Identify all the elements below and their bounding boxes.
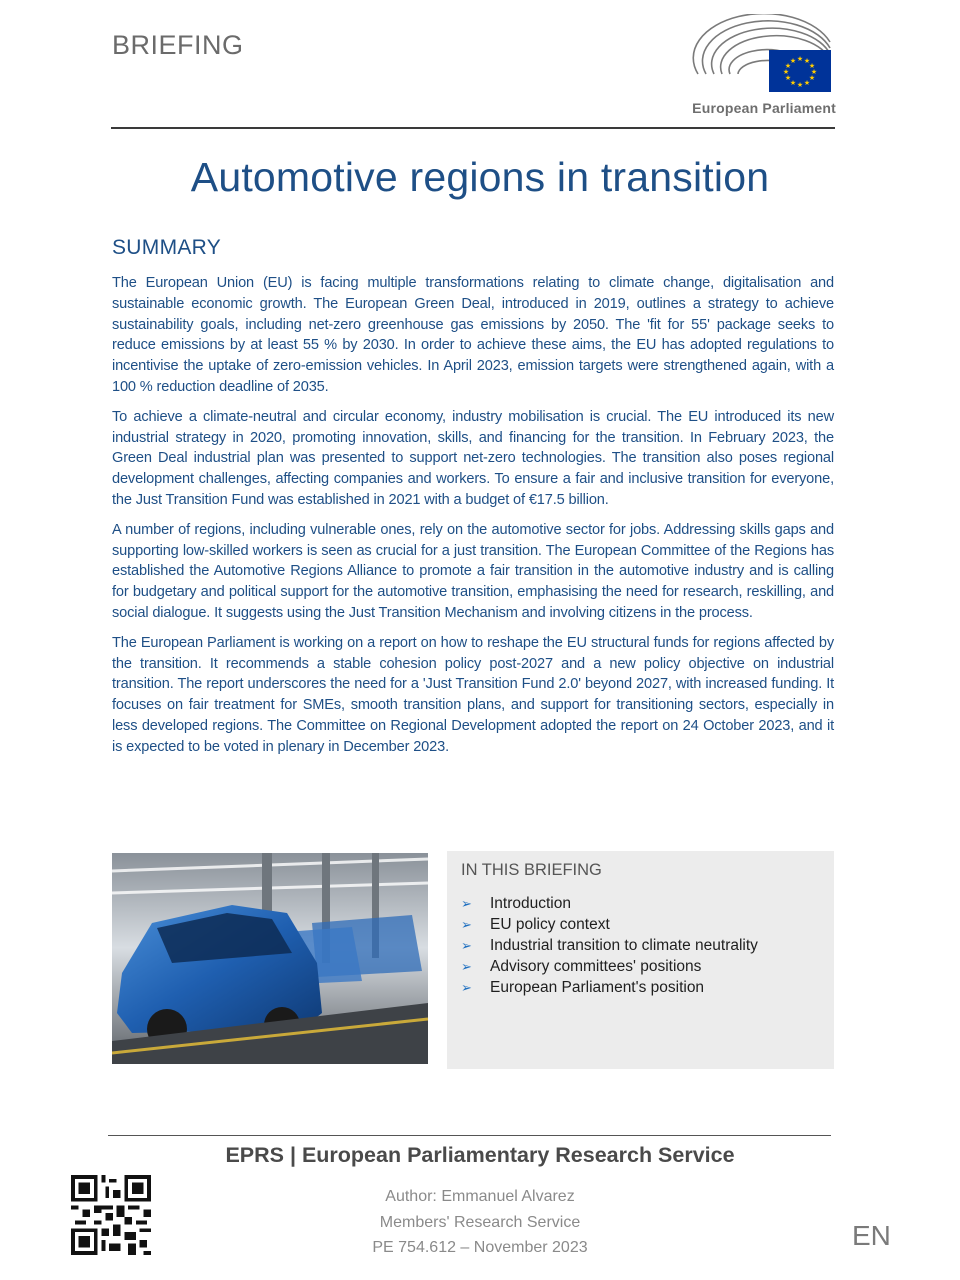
logo-text: European Parliament — [692, 100, 836, 116]
toc-item-label: European Parliament's position — [490, 978, 705, 996]
document-type-label: BRIEFING — [112, 30, 244, 60]
european-parliament-logo — [688, 14, 836, 122]
toc-item-parliament-position[interactable] — [461, 977, 758, 998]
summary-paragraph: The European Parliament is working on a report on how to reshape the EU structural funds for regions affected by the transition. It recommends a stable cohesion policy post-2027 and a new policy objective on industrial transition. The report underscores the need for a 'Just Transition Fund 2.0' beyond 2027, with increased funding. It focuses on fair treatment for SMEs, smooth transition plans, and support for transitioning sectors, especially in less developed regions. The Committee on Regional Development adopted the report on 24 October 2023, and it is expected to be voted in plenary in December 2023. — [112, 634, 834, 755]
header-divider — [111, 127, 835, 129]
toc-item-advisory-committees[interactable] — [461, 956, 758, 977]
svg-text:★: ★ — [808, 74, 816, 82]
summary-paragraph: To achieve a climate-neutral and circular economy, industry mobilisation is crucial. The EU introduced its new industrial strategy in 2020, promoting innovation, skills, and financing for the transition. In February 2023, the Green Deal industrial plan was presented to support net-zero technologies. The transition also poses regional development challenges, affecting companies and workers. To ensure a fair and inclusive transition for everyone, the Just Transition Fund was established in 2021 with a budget of €17.5 billion. — [112, 408, 834, 508]
toc-item-industrial-transition[interactable] — [461, 935, 758, 956]
toc-item-label: Advisory committees' positions — [490, 957, 702, 975]
svg-text:★: ★ — [803, 79, 811, 87]
svg-text:★: ★ — [796, 55, 804, 63]
toc-item-label: EU policy context — [490, 915, 610, 933]
department-line: Members' Research Service — [379, 1213, 581, 1231]
svg-text:★: ★ — [803, 57, 811, 65]
footer-divider — [108, 1135, 831, 1136]
toc-item-introduction[interactable] — [461, 893, 758, 914]
language-code: EN — [852, 1220, 891, 1251]
arrow-bullet-icon: ➢ — [461, 937, 472, 953]
toc-item-eu-policy-context[interactable] — [461, 914, 758, 935]
toc-item-label: Introduction — [490, 894, 571, 912]
summary-heading: SUMMARY — [112, 236, 222, 259]
svg-text:★: ★ — [784, 74, 792, 82]
svg-text:★: ★ — [789, 57, 797, 65]
toc-list — [461, 893, 758, 998]
summary-paragraph: The European Union (EU) is facing multiple transformations relating to climate change, digitalisation and sustainable economic growth. The European Green Deal, introduced in 2019, outlines a strategy to achieve sustainability goals, including net-zero greenhouse gas emissions by 2050. The 'fit for 55' package seeks to reduce emissions by at least 55 % by 2030. In order to achieve these aims, the EU has adopted regulations to incentivise the uptake of zero-emission vehicles. In April 2023, emission targets were strengthened again, with a 100 % reduction deadline of 2035. — [112, 275, 834, 395]
arrow-bullet-icon: ➢ — [461, 916, 472, 932]
summary-paragraph: A number of regions, including vulnerable ones, rely on the automotive sector for jobs. Addressing skills gaps and supporting low-skilled workers is seen as crucial for a just transition. The European Committee of the Regions has established the Automotive Regions Alliance to promote a fair transition in the automotive industry and is calling for budgetary and political support for the automotive transition, emphasising the need for research, reskilling, and social dialogue. It suggests using the Just Transition Mechanism and involving citizens in the process. — [112, 521, 834, 621]
svg-text:★: ★ — [782, 68, 790, 76]
reference-line: PE 754.612 – November 2023 — [372, 1239, 588, 1256]
svg-text:★: ★ — [808, 62, 816, 70]
author-line: Author: Emmanuel Alvarez — [385, 1188, 575, 1205]
arrow-bullet-icon: ➢ — [461, 958, 472, 974]
page-title: Automotive regions in transition — [190, 154, 770, 200]
arrow-bullet-icon: ➢ — [461, 895, 472, 911]
research-service-name: EPRS | European Parliamentary Research Service — [225, 1143, 735, 1167]
in-this-briefing-box — [447, 851, 834, 1069]
arrow-bullet-icon: ➢ — [461, 979, 472, 995]
toc-item-label: Industrial transition to climate neutrality — [490, 936, 758, 954]
svg-text:★: ★ — [810, 68, 818, 76]
svg-text:★: ★ — [784, 62, 792, 70]
document-credits — [0, 1184, 960, 1261]
summary-body — [112, 273, 834, 767]
svg-text:★: ★ — [789, 79, 797, 87]
parliament-hemicycle-icon — [688, 14, 836, 100]
toc-heading: IN THIS BRIEFING — [461, 861, 602, 879]
car-assembly-line-photo — [112, 853, 428, 1064]
svg-text:★: ★ — [796, 81, 804, 89]
